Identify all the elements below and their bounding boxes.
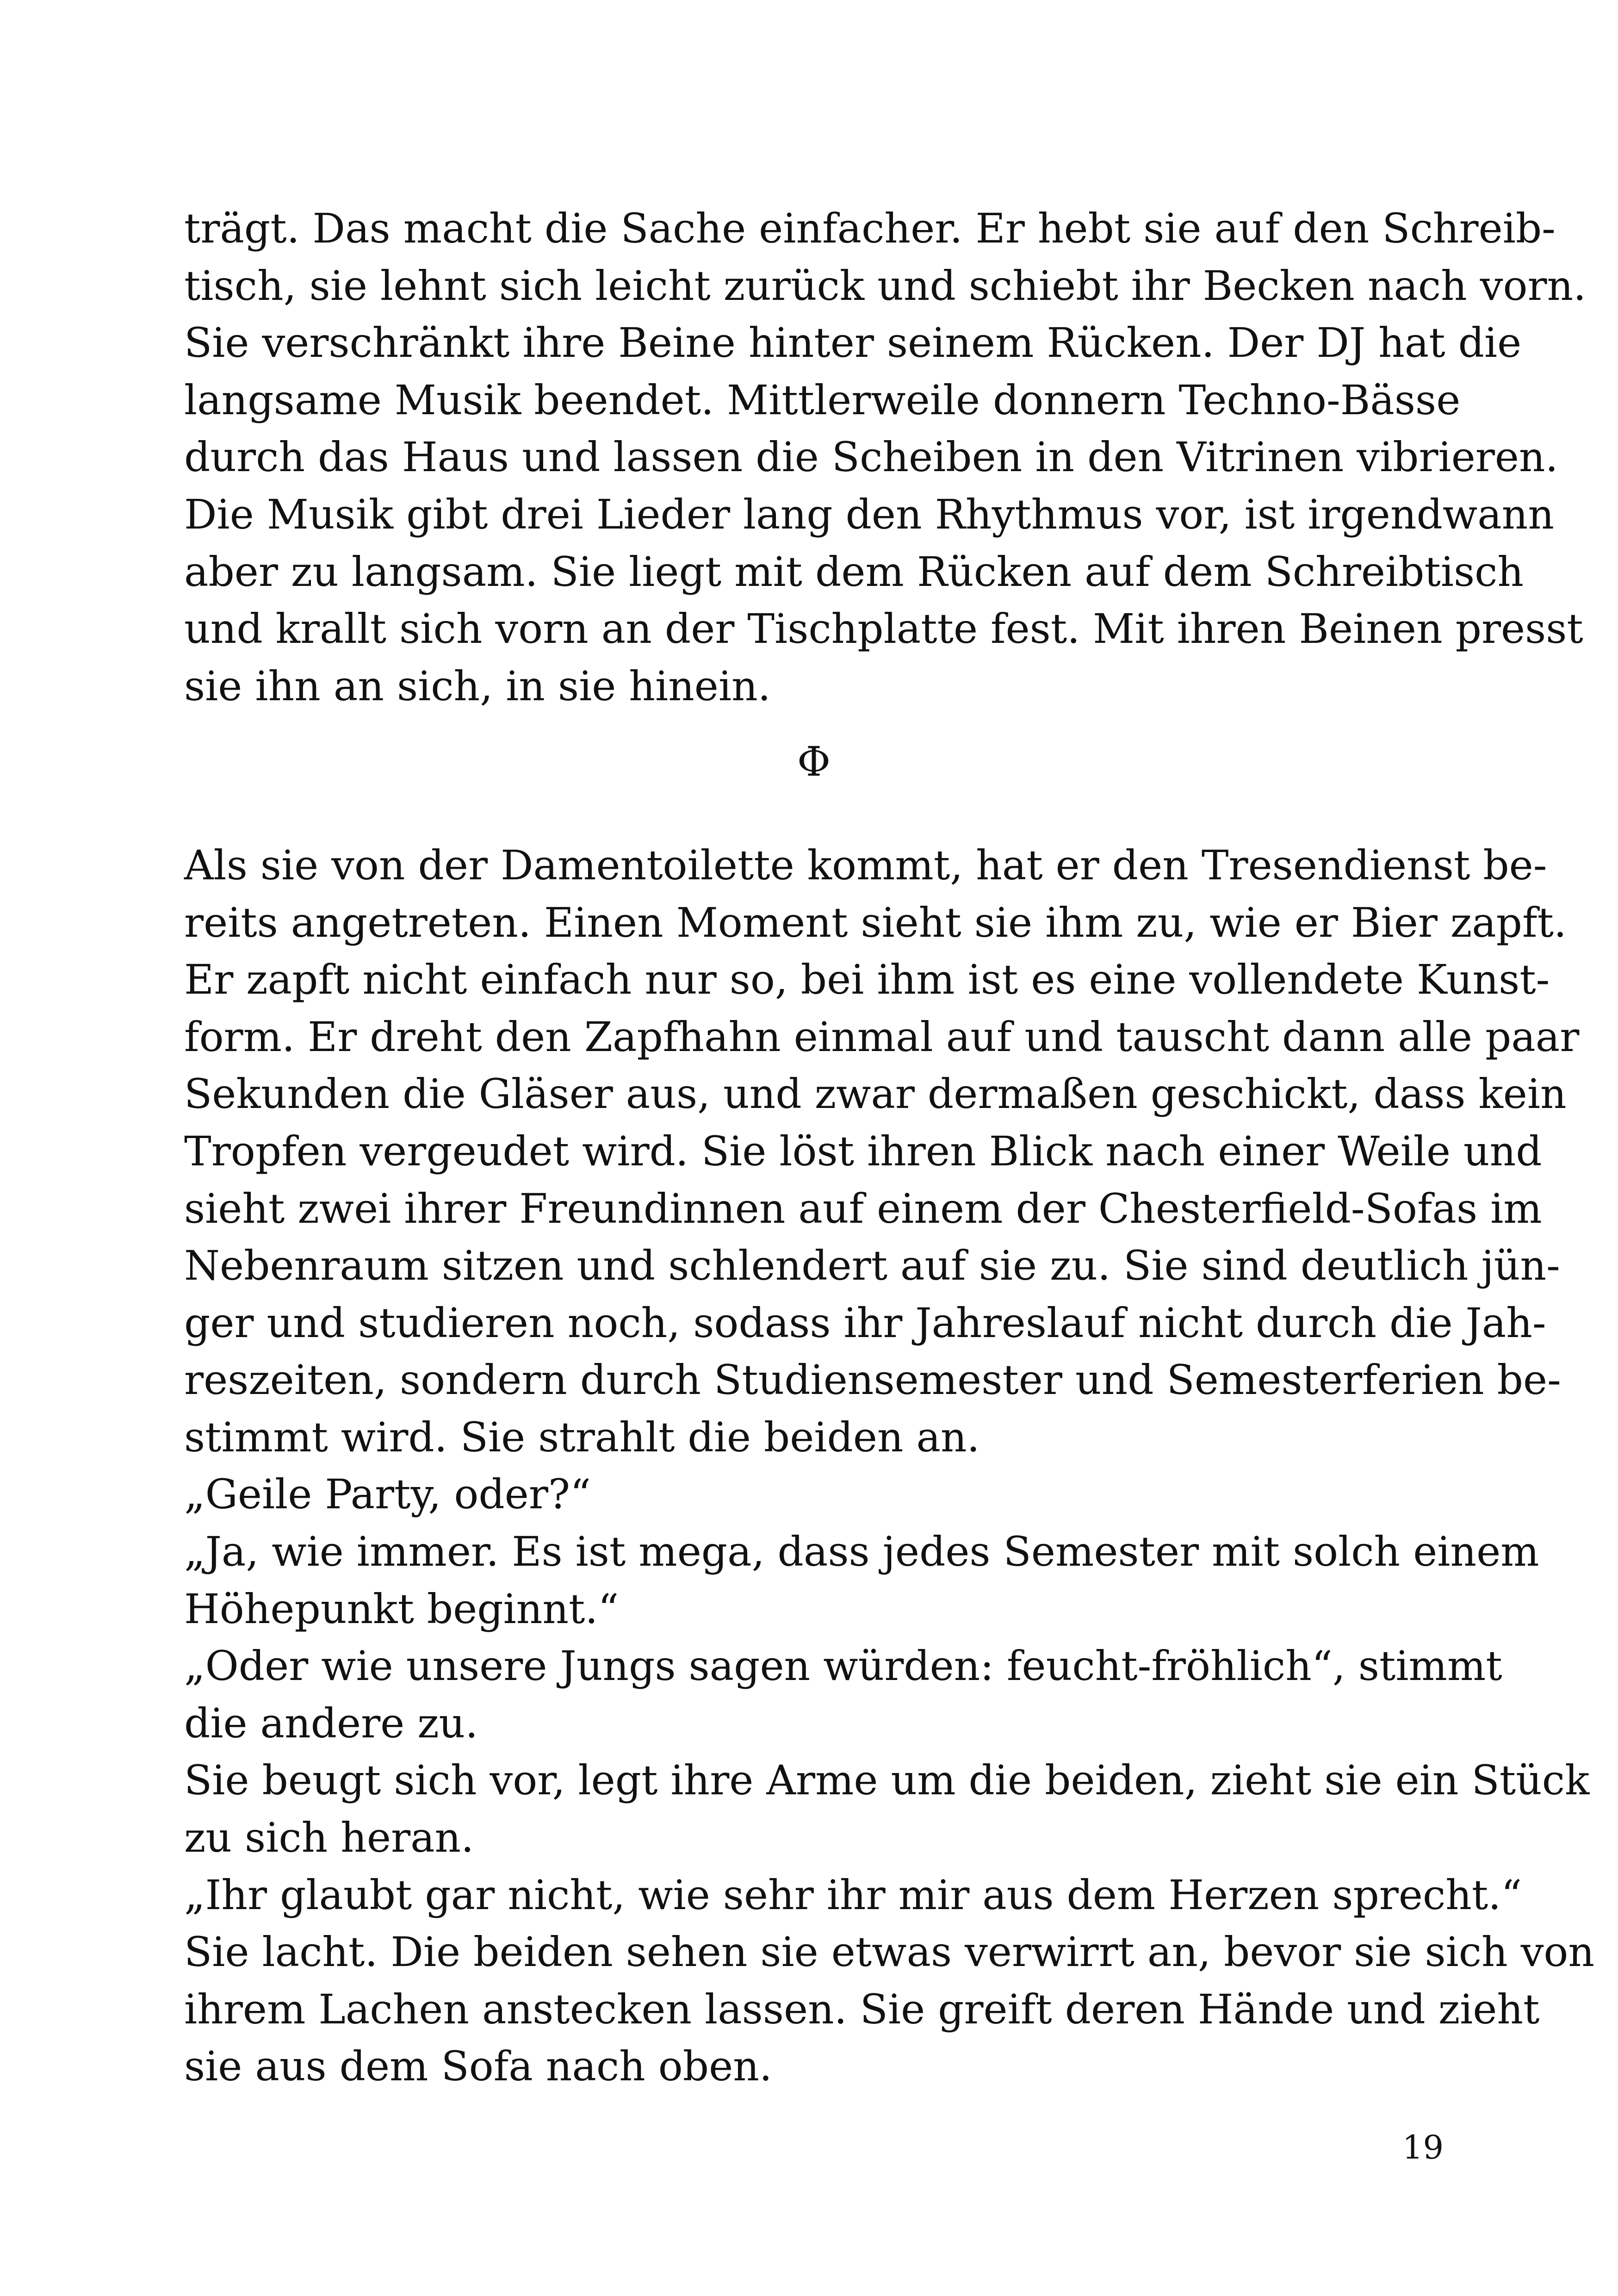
text-line: langsame Musik beendet. Mittlerweile donnern Techno-Bässe	[184, 376, 1461, 424]
dialogue-line: Höhepunkt beginnt.“	[184, 1585, 619, 1633]
body-text	[184, 200, 1595, 2095]
text-line: durch das Haus und lassen die Scheiben in den Vitrinen vibrieren.	[184, 433, 1558, 481]
paragraph-section-1	[184, 200, 1587, 715]
text-line: Sekunden die Gläser aus, und zwar dermaßen geschickt, dass kein	[184, 1070, 1567, 1118]
dialogue-line: „Geile Party, oder?“	[184, 1470, 591, 1518]
page-number: 19	[1402, 2128, 1444, 2166]
text-line: ihrem Lachen anstecken lassen. Sie greift deren Hände und zieht	[184, 1985, 1540, 2033]
dialogue-line: „Ihr glaubt gar nicht, wie sehr ihr mir aus dem Herzen sprecht.“	[184, 1871, 1522, 1919]
text-line: stimmt wird. Sie strahlt die beiden an.	[184, 1413, 980, 1461]
dialogue-line: „Ja, wie immer. Es ist mega, dass jedes Semester mit solch einem	[184, 1528, 1539, 1576]
text-line: ger und studieren noch, sodass ihr Jahreslauf nicht durch die Jah-	[184, 1299, 1546, 1347]
text-line: sie ihn an sich, in sie hinein.	[184, 662, 771, 710]
text-line: form. Er dreht den Zapfhahn einmal auf und tauscht dann alle paar	[184, 1013, 1580, 1061]
dialogue-line: „Oder wie unsere Jungs sagen würden: feucht-fröhlich“, stimmt	[184, 1642, 1502, 1690]
section-separator	[184, 733, 1444, 790]
paragraph-section-2	[184, 837, 1595, 2095]
text-line: Sie verschränkt ihre Beine hinter seinem Rücken. Der DJ hat die	[184, 319, 1522, 367]
text-line: sieht zwei ihrer Freundinnen auf einem der Chesterfield-Sofas im	[184, 1184, 1542, 1232]
text-line: sie aus dem Sofa nach oben.	[184, 2042, 772, 2091]
text-line: und krallt sich vorn an der Tischplatte fest. Mit ihren Beinen presst	[184, 605, 1583, 653]
text-line: trägt. Das macht die Sache einfacher. Er hebt sie auf den Schreib-	[184, 205, 1556, 252]
text-line: tisch, sie lehnt sich leicht zurück und schiebt ihr Becken nach vorn.	[184, 261, 1587, 310]
text-line: Sie lacht. Die beiden sehen sie etwas verwirrt an, bevor sie sich von	[184, 1928, 1595, 1976]
text-line: Sie beugt sich vor, legt ihre Arme um die beiden, zieht sie ein Stück	[184, 1756, 1590, 1804]
phi-ornament: Φ	[797, 738, 831, 786]
text-line: Er zapft nicht einfach nur so, bei ihm ist es eine vollendete Kunst-	[184, 956, 1550, 1004]
text-line: Nebenraum sitzen und schlendert auf sie zu. Sie sind deutlich jün-	[184, 1242, 1560, 1290]
text-line: Als sie von der Damentoilette kommt, hat er den Tresendienst be-	[184, 841, 1547, 889]
text-line: Die Musik gibt drei Lieder lang den Rhythmus vor, ist irgendwann	[184, 490, 1555, 538]
text-line: reszeiten, sondern durch Studiensemester und Semesterferien be-	[184, 1356, 1561, 1404]
text-line: zu sich heran.	[184, 1814, 474, 1862]
text-line: die andere zu.	[184, 1699, 478, 1747]
text-line: reits angetreten. Einen Moment sieht sie ihm zu, wie er Bier zapft.	[184, 898, 1567, 946]
text-line: aber zu langsam. Sie liegt mit dem Rücken auf dem Schreibtisch	[184, 548, 1524, 596]
text-line: Tropfen vergeudet wird. Sie löst ihren Blick nach einer Weile und	[184, 1127, 1542, 1175]
